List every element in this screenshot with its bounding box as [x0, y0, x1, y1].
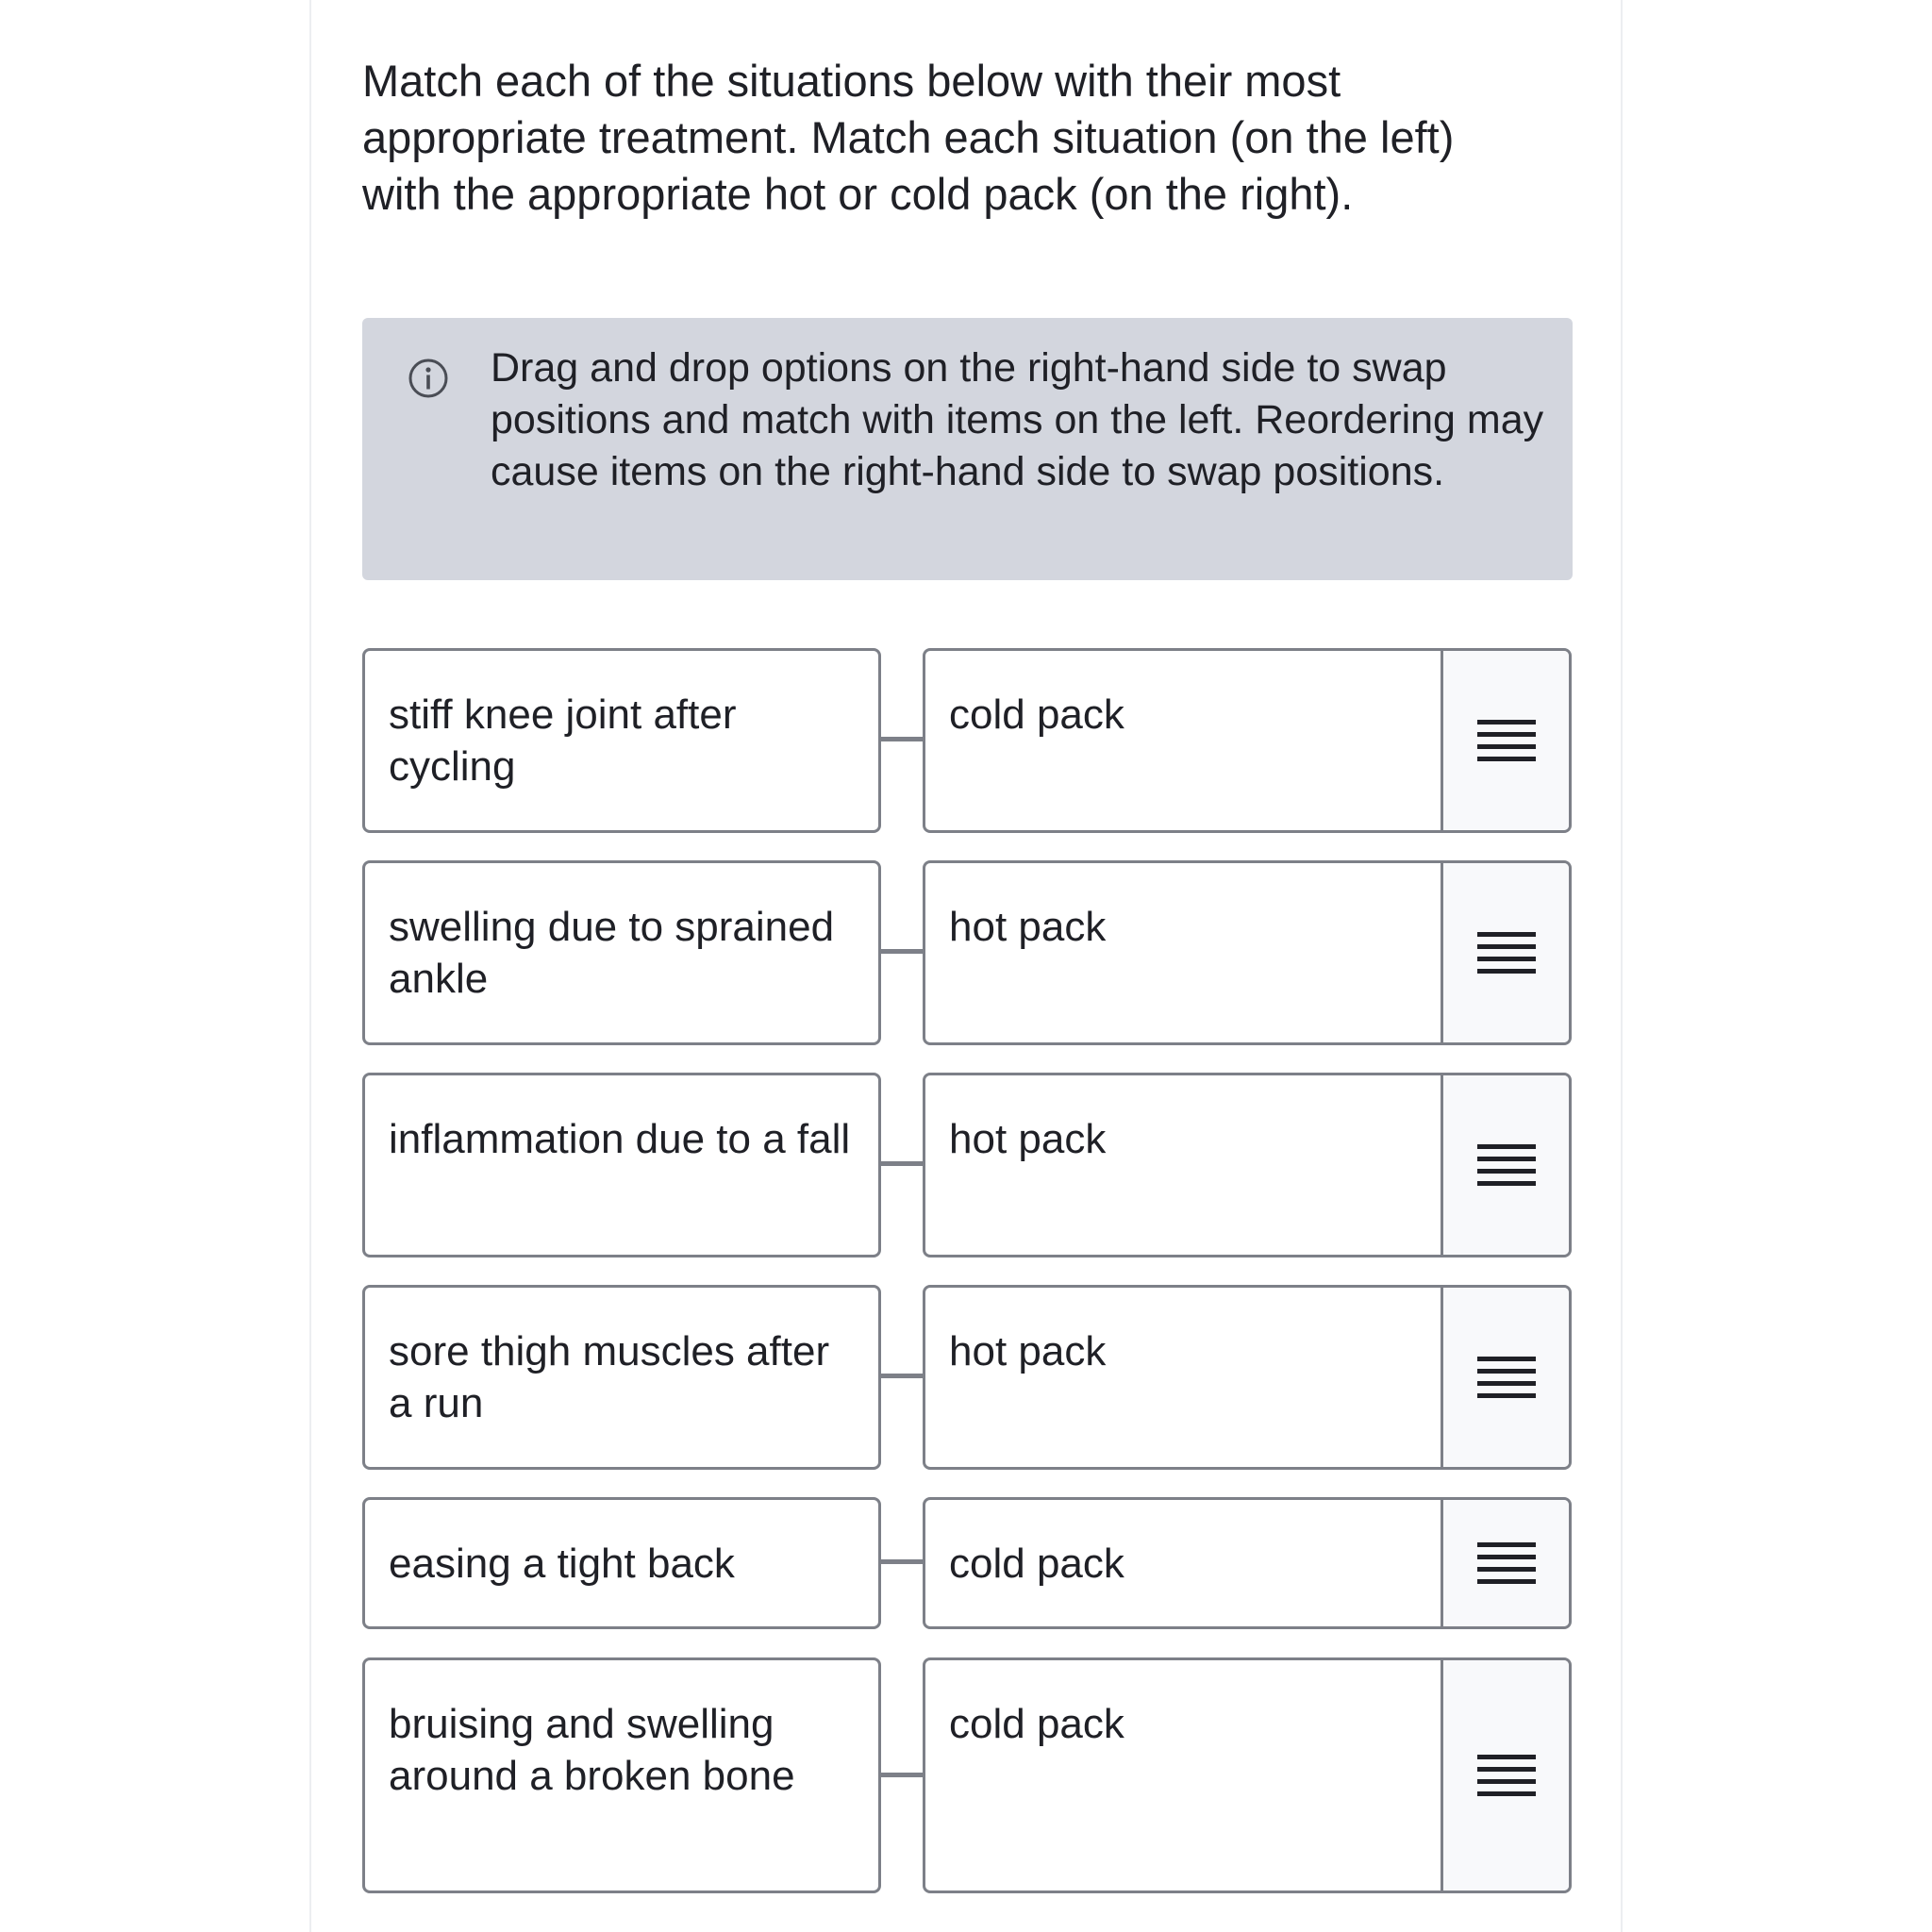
match-row	[362, 648, 1579, 833]
treatment-option[interactable]	[923, 648, 1572, 833]
treatment-option[interactable]	[923, 1657, 1572, 1893]
situation-label: easing a tight back	[389, 1541, 735, 1587]
situation-item	[362, 1285, 881, 1470]
connector-line	[881, 1559, 923, 1564]
drag-handle[interactable]	[1441, 863, 1569, 1042]
situation-item	[362, 648, 881, 833]
situation-label: bruising and swelling around a broken bone	[389, 1701, 795, 1799]
drag-handle-icon	[1477, 932, 1536, 974]
match-row	[362, 1497, 1579, 1629]
treatment-label: cold pack	[949, 1701, 1124, 1747]
drag-handle-icon	[1477, 720, 1536, 761]
connector-line	[881, 1161, 923, 1166]
treatment-label: hot pack	[949, 1328, 1107, 1374]
situation-item	[362, 1073, 881, 1257]
treatment-option[interactable]	[923, 860, 1572, 1045]
drag-handle[interactable]	[1441, 651, 1569, 830]
situation-label: inflammation due to a fall	[389, 1116, 851, 1162]
instruction-text: Drag and drop options on the right-hand side to swap positions and match with items on the left. Reordering may cause items on the right-hand side to swap positions.	[491, 345, 1544, 494]
drag-handle[interactable]	[1441, 1288, 1569, 1467]
treatment-label: cold pack	[949, 1541, 1124, 1587]
drag-handle[interactable]	[1441, 1500, 1569, 1626]
drag-handle-icon	[1477, 1357, 1536, 1398]
question-panel	[309, 0, 1623, 1932]
drag-handle-icon	[1477, 1755, 1536, 1796]
situation-label: swelling due to sprained ankle	[389, 904, 835, 1002]
treatment-label: hot pack	[949, 904, 1107, 950]
situation-label: sore thigh muscles after a run	[389, 1328, 830, 1426]
drag-handle[interactable]	[1441, 1660, 1569, 1890]
match-row	[362, 860, 1579, 1045]
treatment-label: cold pack	[949, 691, 1124, 738]
connector-line	[881, 949, 923, 954]
drag-handle[interactable]	[1441, 1075, 1569, 1255]
instruction-box	[362, 318, 1573, 580]
situation-item	[362, 860, 881, 1045]
situation-item	[362, 1497, 881, 1629]
treatment-label: hot pack	[949, 1116, 1107, 1162]
match-row	[362, 1285, 1579, 1470]
treatment-option[interactable]	[923, 1073, 1572, 1257]
match-row	[362, 1657, 1579, 1893]
drag-handle-icon	[1477, 1144, 1536, 1186]
connector-line	[881, 1374, 923, 1378]
connector-line	[881, 737, 923, 741]
question-text: Match each of the situations below with their most appropriate treatment. Match each situation (on the left) with the appropriate hot or cold pack (on the right).	[362, 56, 1455, 219]
connector-line	[881, 1773, 923, 1777]
treatment-option[interactable]	[923, 1285, 1572, 1470]
situation-item	[362, 1657, 881, 1893]
drag-handle-icon	[1477, 1542, 1536, 1584]
situation-label: stiff knee joint after cycling	[389, 691, 737, 790]
treatment-option[interactable]	[923, 1497, 1572, 1629]
match-row	[362, 1073, 1579, 1257]
info-circle-icon	[408, 358, 449, 399]
